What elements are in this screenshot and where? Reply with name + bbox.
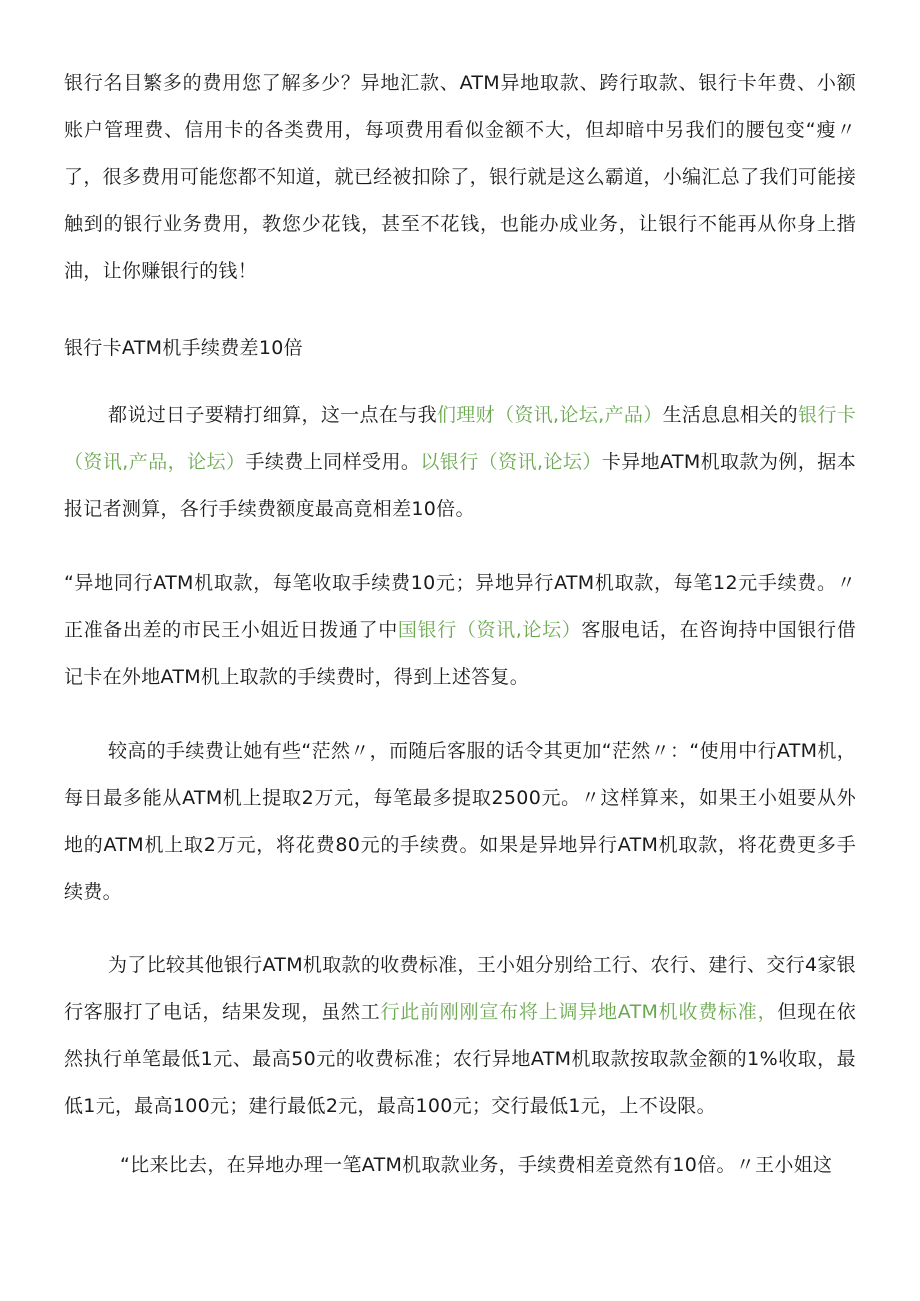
p3-text-2: 客服电话，在咨询持中国银行借记卡在外地ATM机上取款的手续费时，得到上述答复。 <box>64 619 856 688</box>
link-icbc-notice[interactable]: 行此前刚刚宣布将上调异地ATM机收费标准， <box>380 1001 778 1023</box>
paragraph-conclusion <box>64 1142 856 1189</box>
link-bank[interactable]: 以银行（资讯,论坛） <box>420 451 602 473</box>
section-heading: 银行卡ATM机手续费差10倍 <box>64 337 303 359</box>
p2-text-4: 卡异地ATM机取款为例，据本报记者测算，各行手续费额度最高竟相差10倍。 <box>64 451 857 520</box>
link-finance[interactable]: 们理财（资讯,论坛,产品） <box>436 404 663 426</box>
p2-text-3: 手续费上同样受用。 <box>245 451 421 473</box>
paragraph-confusion <box>64 728 856 916</box>
link-bank-of-china[interactable]: 国银行（资讯,论坛） <box>397 619 582 641</box>
p5-text-1: 为了比较其他银行ATM机取款的收费标准，王小姐分别给工行、农行、建行、交行4家银行客服打了电话，结果发现，虽然工 <box>64 954 856 1023</box>
p5-text-2: 但现在依然执行单笔最低1元、最高50元的收费标准；农行异地ATM机取款按取款金额的1%收取，最低1元，最高100元；建行最低2元，最高100元；交行最低1元，上不设限。 <box>64 1001 856 1117</box>
p2-text-2: 生活息息相关的 <box>662 404 799 426</box>
link-bank-card[interactable]: 银行卡（资讯,产品，论坛） <box>64 404 857 473</box>
p6-text: “比来比去，在异地办理一笔ATM机取款业务，手续费相差竟然有10倍。〃王小姐这 <box>120 1154 833 1176</box>
paragraph-comparison <box>64 942 856 1130</box>
p4-text: 较高的手续费让她有些“茫然〃，而随后客服的话令其更加“茫然〃：“使用中行ATM机，每日最多能从ATM机上提取2万元，每笔最多提取2500元。〃这样算来，如果王小姐要从外地的ATM机上取2万元，将花费80元的手续费。如果是异地异行ATM机取款，将花费更多手续费。 <box>64 740 856 903</box>
intro-text: 银行名目繁多的费用您了解多少？异地汇款、ATM异地取款、跨行取款、银行卡年费、小额账户管理费、信用卡的各类费用，每项费用看似金额不大，但却暗中另我们的腰包变“瘦〃了，很多费用可能您都不知道，就已经被扣除了，银行就是这么霸道，小编汇总了我们可能接触到的银行业务费用，教您少花钱，甚至不花钱，也能办成业务，让银行不能再从你身上揩油，让你赚银行的钱！ <box>64 72 856 282</box>
p2-text-1: 都说过日子要精打细算，这一点在与我 <box>108 404 437 426</box>
paragraph-fees-intro <box>64 392 856 533</box>
p3-text-1: “异地同行ATM机取款，每笔收取手续费10元；异地异行ATM机取款，每笔12元手续费。〃正准备出差的市民王小姐近日拨通了中 <box>64 572 856 641</box>
paragraph-quote-fees <box>64 560 856 701</box>
intro-paragraph <box>64 60 856 295</box>
